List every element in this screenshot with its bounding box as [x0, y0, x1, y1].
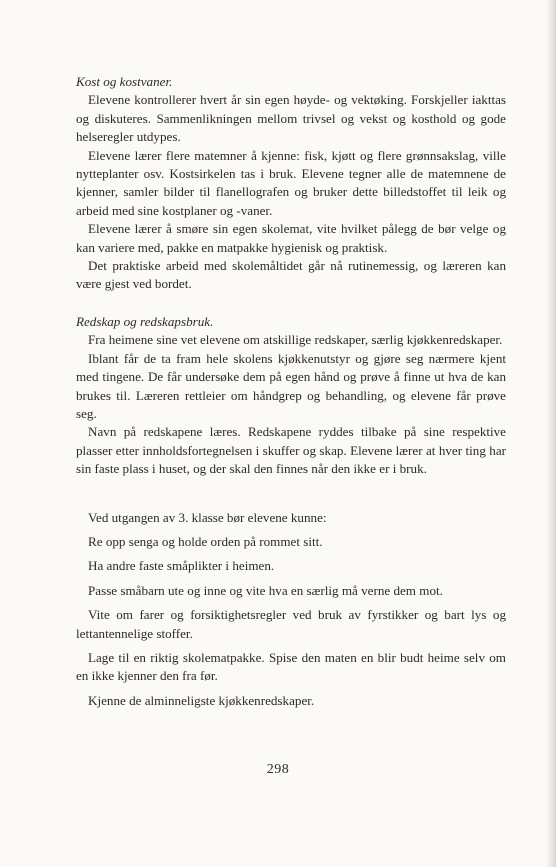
paragraph: Det praktiske arbeid med skolemåltidet går nå rutinemessig, og læreren kan være gjest ved bordet.: [76, 258, 506, 292]
paragraph: Re opp senga og holde orden på rommet sitt.: [88, 533, 323, 549]
page-number: 298: [266, 762, 290, 777]
paragraph: Ha andre faste småplikter i heimen.: [88, 558, 275, 574]
paragraph: Elevene lærer flere matemner å kjenne: fisk, kjøtt og flere grønnsakslag, ville nytteplanter osv. Kostsirkelen tas i bruk. Elevene tegner alle de matemnene de kjenner, samler bilder til flanellografen og bruker dette billedstoffet til leik og arbeid med sine kostplaner og -vaner.: [76, 147, 506, 218]
paragraph: Navn på redskapene læres. Redskapene ryddes tilbake på sine respektive plasser etter innholdsfortegnelsen i skuffer og skap. Elevene lærer at hver ting har sin faste plass i huset, og der skal den finnes når den ikke er i bruk.: [76, 424, 506, 477]
section-redskap: [76, 313, 506, 479]
page-content: [76, 73, 506, 716]
paragraph: Vite om farer og forsiktighetsregler ved bruk av fyrstikker og bart lys og lettantennelige stoffer.: [76, 607, 506, 641]
paragraph: Kjenne de alminneligste kjøkkenredskaper.: [88, 692, 315, 708]
page-edge: [546, 0, 556, 867]
paragraph: Elevene kontrollerer hvert år sin egen høyde- og vektøking. Forskjeller iakttas og diskuteres. Sammenlikningen mellom trivsel og vekst og kosthold og gode helseregler utdypes.: [76, 92, 506, 145]
paragraph: Iblant får de ta fram hele skolens kjøkkenutstyr og gjøre seg nærmere kjent med tingene. De får undersøke dem på egen hånd og prøve å finne ut hva de kan brukes til. Læreren rettleier om håndgrep og behandling, og elevene får prøve seg.: [76, 350, 506, 421]
section-heading: Kost og kostvaner.: [76, 74, 173, 89]
paragraph: Passe småbarn ute og inne og vite hva en særlig må verne dem mot.: [88, 582, 443, 598]
paragraph: Elevene lærer å smøre sin egen skolemat, vite hvilket pålegg de bør velge og kan variere med, pakke en matpakke hygienisk og praktisk.: [76, 221, 506, 255]
section-heading: Redskap og redskapsbruk.: [76, 313, 214, 329]
section-goals: [76, 509, 506, 711]
paragraph: Fra heimene sine vet elevene om atskillige redskaper, særlig kjøkkenredskaper.: [88, 332, 503, 348]
paragraph: Ved utgangen av 3. klasse bør elevene kunne:: [88, 509, 327, 525]
section-kost: [76, 73, 506, 294]
paragraph: Lage til en riktig skolematpakke. Spise den maten en blir budt heime selv om en ikke kjenner den fra før.: [76, 649, 506, 684]
